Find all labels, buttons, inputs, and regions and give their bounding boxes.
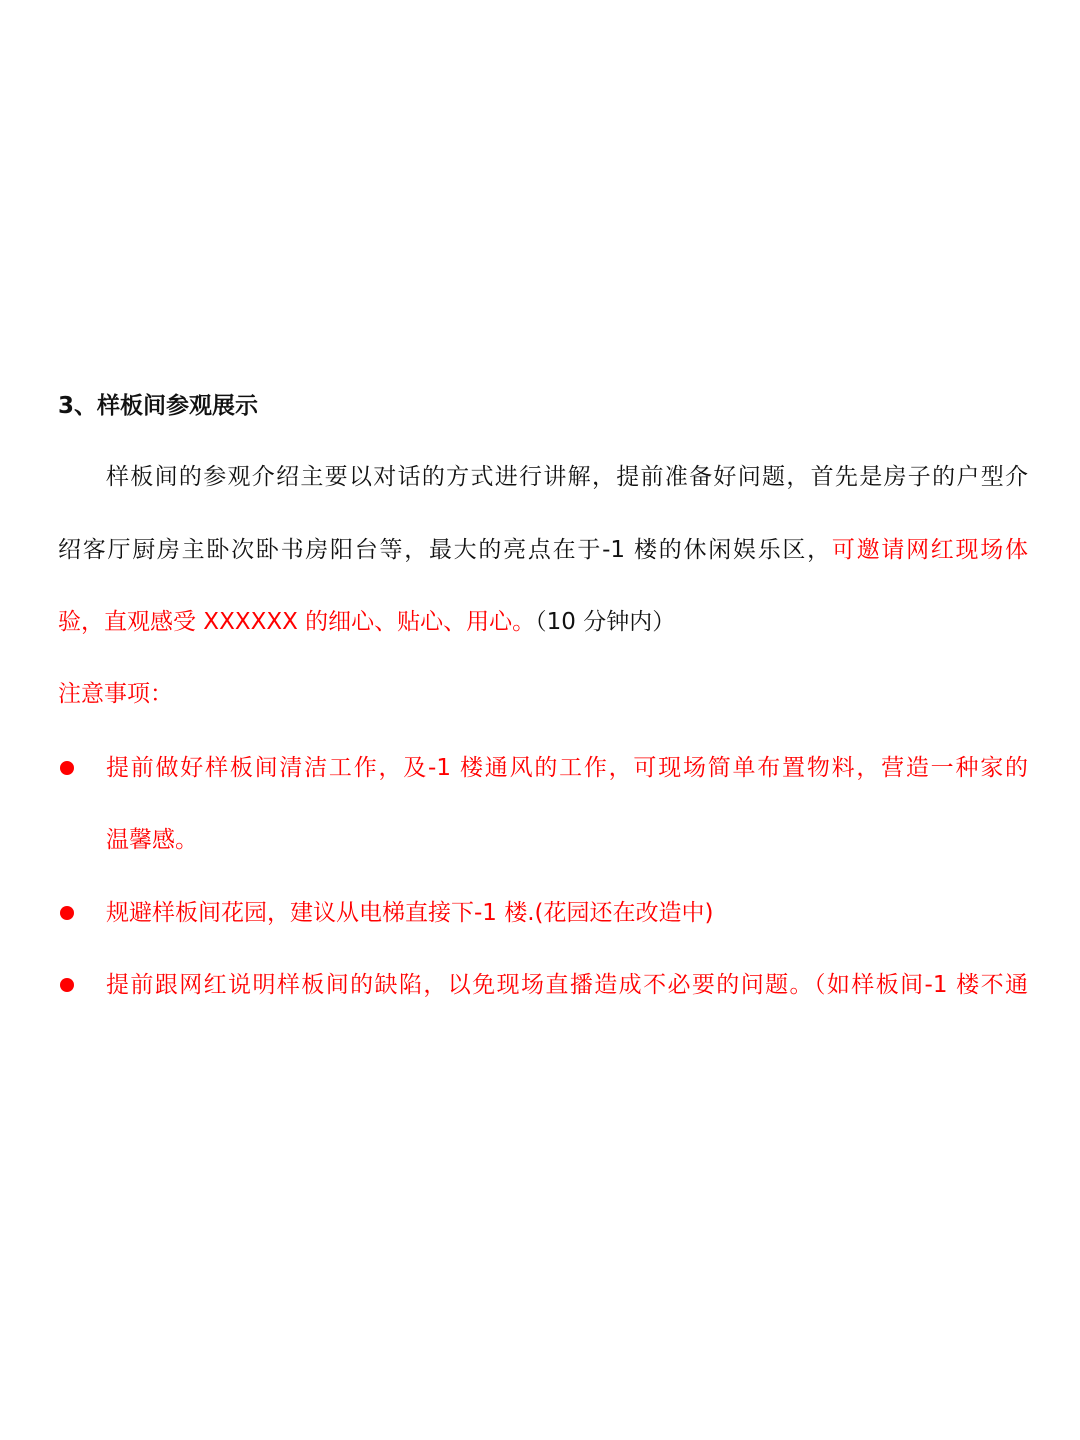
bullet-icon bbox=[60, 906, 74, 920]
paragraph-line-2-text: 绍客厅厨房主卧次卧书房阳台等，最大的亮点在于-1 楼的休闲娱乐区， bbox=[58, 537, 832, 563]
note-item-2-line-1: 规避样板间花园，建议从电梯直接下-1 楼.(花园还在改造中) bbox=[106, 900, 714, 926]
paragraph-line-3 bbox=[58, 606, 1028, 638]
note-item-1-line-2: 温馨感。 bbox=[106, 827, 198, 853]
paragraph-line-3-highlight: 验，直观感受 XXXXXX 的细心、贴心、用心。 bbox=[58, 609, 536, 635]
note-item-3-line-1: 提前跟网红说明样板间的缺陷，以免现场直播造成不必要的问题。（如样板间-1 楼不通 bbox=[106, 972, 1028, 998]
notes-title: 注意事项： bbox=[58, 681, 173, 707]
paragraph-line-3-text: （10 分钟内） bbox=[535, 609, 676, 635]
note-item-1-line-1: 提前做好样板间清洁工作，及-1 楼通风的工作，可现场简单布置物料，营造一种家的 bbox=[106, 755, 1028, 781]
paragraph-line-2-highlight: 可邀请网红现场体 bbox=[831, 537, 1029, 563]
bullet-icon bbox=[60, 761, 74, 775]
section-heading: 3、样板间参观展示 bbox=[58, 393, 259, 419]
paragraph-line-2 bbox=[58, 534, 1028, 566]
bullet-icon bbox=[60, 978, 74, 992]
paragraph-line-1: 样板间的参观介绍主要以对话的方式进行讲解，提前准备好问题，首先是房子的户型介 bbox=[106, 464, 1028, 490]
